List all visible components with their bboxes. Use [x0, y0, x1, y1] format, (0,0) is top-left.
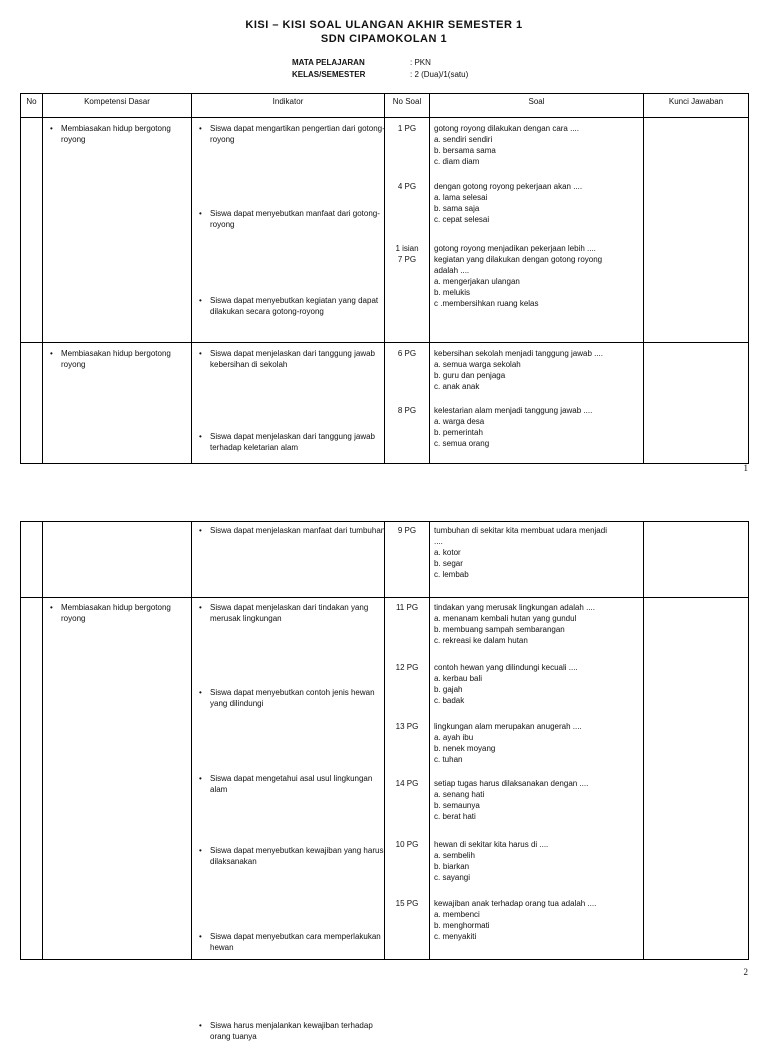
question-text: tumbuhan di sekitar kita membuat udara menjadi .... a. kotor b. segar c. lembab — [434, 526, 607, 579]
question-number: 7 PG — [397, 255, 417, 264]
indikator-text: • Siswa dapat mengetahui asal usul lingkungan alam — [196, 773, 388, 795]
cell-kunci — [644, 522, 749, 598]
table-row — [21, 118, 749, 343]
cell-nosoal — [385, 598, 430, 960]
question-number: 4 PG — [397, 182, 417, 191]
cell-nosoal — [385, 343, 430, 464]
question-number: 6 PG — [397, 349, 417, 358]
school-name: SDN CIPAMOKOLAN 1 — [320, 33, 448, 45]
indikator-text: • Siswa dapat menjelaskan manfaat dari tumbuhan — [196, 525, 388, 536]
question-text: hewan di sekitar kita harus di .... a. sembelih b. biarkan c. sayangi — [434, 840, 549, 882]
question-number: 11 PG — [395, 603, 419, 612]
col-header-soal: Soal — [430, 94, 644, 118]
kd-text: • Membiasakan hidup bergotong royong — [47, 602, 195, 624]
cell-soal — [430, 118, 644, 343]
cell-no — [21, 522, 43, 598]
col-header-no: No — [21, 94, 43, 118]
question-text: contoh hewan yang dilindungi kecuali .... a. kerbau bali b. gajah c. badak — [434, 663, 578, 705]
table-header-row — [21, 94, 749, 118]
question-number: 8 PG — [397, 406, 417, 415]
kd-text: • Membiasakan hidup bergotong royong — [47, 123, 195, 145]
subject-line — [292, 58, 431, 67]
cell-nosoal — [385, 522, 430, 598]
indikator-text: • Siswa dapat mengartikan pengertian dari gotong-royong — [196, 123, 388, 145]
question-number: 14 PG — [395, 779, 419, 788]
cell-soal — [430, 598, 644, 960]
indikator-text: • Siswa dapat menjelaskan dari tanggung jawab kebersihan di sekolah — [196, 348, 388, 370]
question-text: gotong royong menjadikan pekerjaan lebih .... kegiatan yang dilakukan dengan gotong royong adalah .... a. mengerjakan ulangan b. melukis c .membersihkan ruang kelas — [434, 244, 603, 308]
question-number: 10 PG — [395, 840, 419, 849]
col-header-kd: Kompetensi Dasar — [43, 94, 192, 118]
doc-title: KISI – KISI SOAL ULANGAN AKHIR SEMESTER 1 — [245, 19, 523, 31]
indikator-text: • Siswa dapat menjelaskan dari tanggung jawab terhadap keletarian alam — [196, 431, 388, 453]
indikator-text: • Siswa dapat menyebutkan kegiatan yang dapat dilakukan secara gotong-royong — [196, 295, 388, 317]
cell-indikator — [192, 598, 385, 1041]
cell-kd — [43, 598, 192, 960]
question-number: 13 PG — [395, 722, 419, 731]
page-number: 1 — [743, 463, 748, 473]
cell-no — [21, 118, 43, 343]
question-text: gotong royong dilakukan dengan cara .... a. sendiri sendiri b. bersama sama c. diam diam — [434, 124, 579, 166]
question-text: tindakan yang merusak lingkungan adalah .... a. menanam kembali hutan yang gundul b. membuang sampah sembarangan c. rekreasi ke dalam hutan — [434, 603, 595, 645]
cell-soal — [430, 522, 644, 598]
class-label: KELAS/SEMESTER — [292, 70, 366, 79]
question-text: kebersihan sekolah menjadi tanggung jawab .... a. semua warga sekolah b. guru dan penjaga c. anak anak — [434, 349, 603, 391]
kd-text: • Membiasakan hidup bergotong royong — [47, 348, 195, 370]
question-text: dengan gotong royong pekerjaan akan .... a. lama selesai b. sama saja c. cepat selesai — [434, 182, 583, 224]
indikator-text: • Siswa harus menjalankan kewajiban terhadap orang tuanya — [196, 1020, 388, 1042]
cell-kd — [43, 522, 192, 598]
grid-table-page1 — [20, 93, 749, 464]
cell-indikator — [192, 343, 385, 464]
subject-value: : PKN — [410, 58, 431, 67]
cell-kunci — [644, 598, 749, 960]
col-header-nosoal: No Soal — [385, 94, 430, 118]
table-row — [21, 598, 749, 960]
col-header-indikator: Indikator — [192, 94, 385, 118]
grid-table-page2 — [20, 521, 749, 1041]
cell-indikator — [192, 522, 385, 598]
question-number: 1 isian — [395, 244, 419, 253]
class-value: : 2 (Dua)/1(satu) — [410, 70, 469, 79]
cell-no — [21, 343, 43, 464]
indikator-text: • Siswa dapat menyebutkan kewajiban yang harus dilaksanakan — [196, 845, 388, 867]
cell-soal — [430, 343, 644, 464]
cell-kd — [43, 118, 192, 343]
col-header-kunci: Kunci Jawaban — [644, 94, 749, 118]
question-text: kewajiban anak terhadap orang tua adalah .... a. membenci b. menghormati c. menyakiti — [434, 899, 597, 941]
subject-label: MATA PELAJARAN — [292, 58, 365, 67]
table-row — [21, 522, 749, 598]
cell-kd — [43, 343, 192, 464]
cell-kunci — [644, 343, 749, 464]
question-text: setiap tugas harus dilaksanakan dengan .... a. senang hati b. semaunya c. berat hati — [434, 779, 589, 821]
question-number: 12 PG — [395, 663, 419, 672]
page-number: 2 — [743, 967, 748, 977]
class-line — [292, 70, 468, 79]
cell-nosoal — [385, 118, 430, 343]
cell-kunci — [644, 118, 749, 343]
indikator-text: • Siswa dapat menyebutkan contoh jenis hewan yang dilindungi — [196, 687, 388, 709]
indikator-text: • Siswa dapat menyebutkan cara memperlakukan hewan — [196, 931, 388, 953]
cell-no — [21, 598, 43, 960]
cell-indikator — [192, 118, 385, 343]
question-number: 1 PG — [397, 124, 417, 133]
table-row — [21, 343, 749, 464]
question-number: 15 PG — [395, 899, 419, 908]
indikator-text: • Siswa dapat menyebutkan manfaat dari gotong-royong — [196, 208, 388, 230]
question-text: kelestarian alam menjadi tanggung jawab .... a. warga desa b. pemerintah c. semua orang — [434, 406, 593, 448]
indikator-text: • Siswa dapat menjelaskan dari tindakan yang merusak lingkungan — [196, 602, 388, 624]
question-number: 9 PG — [397, 526, 417, 535]
question-text: lingkungan alam merupakan anugerah .... a. ayah ibu b. nenek moyang c. tuhan — [434, 722, 582, 764]
